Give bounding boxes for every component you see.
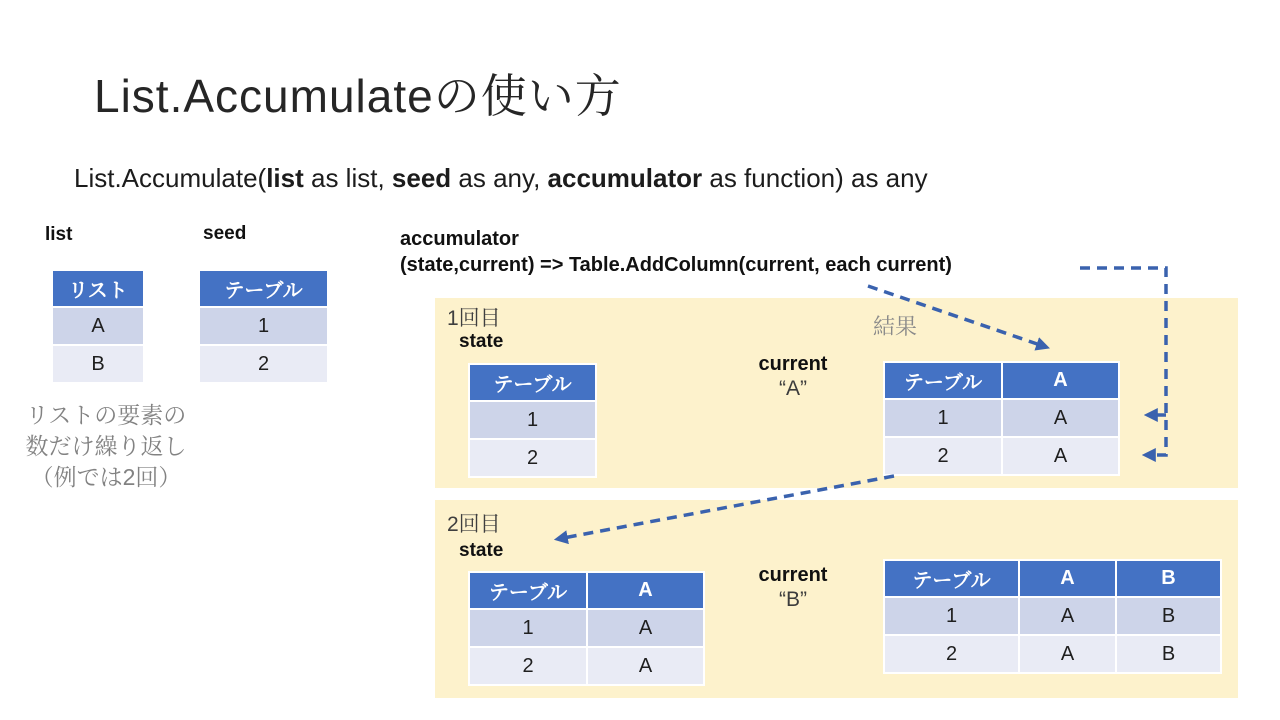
- cell: 1: [885, 400, 1001, 436]
- page-title: List.Accumulateの使い方: [94, 70, 622, 122]
- col-header: A: [588, 573, 703, 608]
- cell: 2: [200, 346, 327, 382]
- cell: A: [588, 648, 703, 684]
- current-label: current: [758, 564, 828, 586]
- cell: 1: [200, 308, 327, 344]
- current-block-1: [738, 353, 848, 401]
- col-header: テーブル: [885, 363, 1001, 398]
- current-label: current: [758, 353, 828, 375]
- col-header: A: [1020, 561, 1115, 596]
- col-header: テーブル: [470, 573, 586, 608]
- current-value: “B”: [779, 588, 807, 611]
- cell: 2: [470, 648, 586, 684]
- signature-text: as function) as any: [702, 163, 928, 193]
- col-header: リスト: [53, 271, 143, 306]
- iteration-1-label: 1回目: [447, 307, 501, 330]
- cell: A: [588, 610, 703, 646]
- repeat-note-line: 数だけ繰り返し: [25, 433, 187, 459]
- state-label: state: [459, 331, 504, 352]
- current-value: “A”: [779, 377, 807, 400]
- state-table-2: [468, 571, 705, 686]
- signature-param-seed: seed: [391, 163, 452, 193]
- cell: A: [1003, 400, 1118, 436]
- accumulator-formula: (state,current) => Table.AddColumn(current, each current): [400, 254, 952, 276]
- cell: B: [1117, 636, 1220, 672]
- list-table: [51, 269, 145, 384]
- col-header: テーブル: [885, 561, 1018, 596]
- result-table-1: [883, 361, 1120, 476]
- result-label: 結果: [873, 314, 918, 339]
- cell: 2: [885, 438, 1001, 474]
- col-header: B: [1117, 561, 1220, 596]
- signature-text: List.Accumulate(: [74, 163, 267, 193]
- col-header: テーブル: [470, 365, 595, 400]
- cell: A: [53, 308, 143, 344]
- iteration-2-panel: [435, 500, 1238, 698]
- accumulator-name: accumulator: [400, 228, 519, 250]
- iteration-1-panel: [435, 298, 1238, 488]
- cell: B: [53, 346, 143, 382]
- seed-table: [198, 269, 329, 384]
- result-table-2: [883, 559, 1222, 674]
- col-header: A: [1003, 363, 1118, 398]
- accumulator-label: [400, 226, 952, 278]
- list-param-label: list: [45, 224, 73, 245]
- signature-param-list: list: [266, 163, 304, 193]
- seed-param-label: seed: [203, 223, 247, 244]
- repeat-note-line: （例では2回）: [30, 464, 182, 490]
- current-block-2: [738, 564, 848, 612]
- signature-param-accumulator: accumulator: [547, 163, 703, 193]
- cell: A: [1020, 636, 1115, 672]
- signature-text: as list,: [303, 163, 392, 193]
- repeat-note: [8, 400, 204, 493]
- cell: B: [1117, 598, 1220, 634]
- function-signature: [74, 163, 928, 194]
- col-header: テーブル: [200, 271, 327, 306]
- cell: A: [1003, 438, 1118, 474]
- cell: 2: [470, 440, 595, 476]
- cell: 1: [470, 402, 595, 438]
- cell: 1: [470, 610, 586, 646]
- cell: 1: [885, 598, 1018, 634]
- cell: A: [1020, 598, 1115, 634]
- iteration-2-label: 2回目: [447, 513, 501, 536]
- signature-text: as any,: [451, 163, 548, 193]
- repeat-note-line: リストの要素の: [25, 402, 187, 428]
- state-table-1: [468, 363, 597, 478]
- state-label: state: [459, 540, 504, 561]
- cell: 2: [885, 636, 1018, 672]
